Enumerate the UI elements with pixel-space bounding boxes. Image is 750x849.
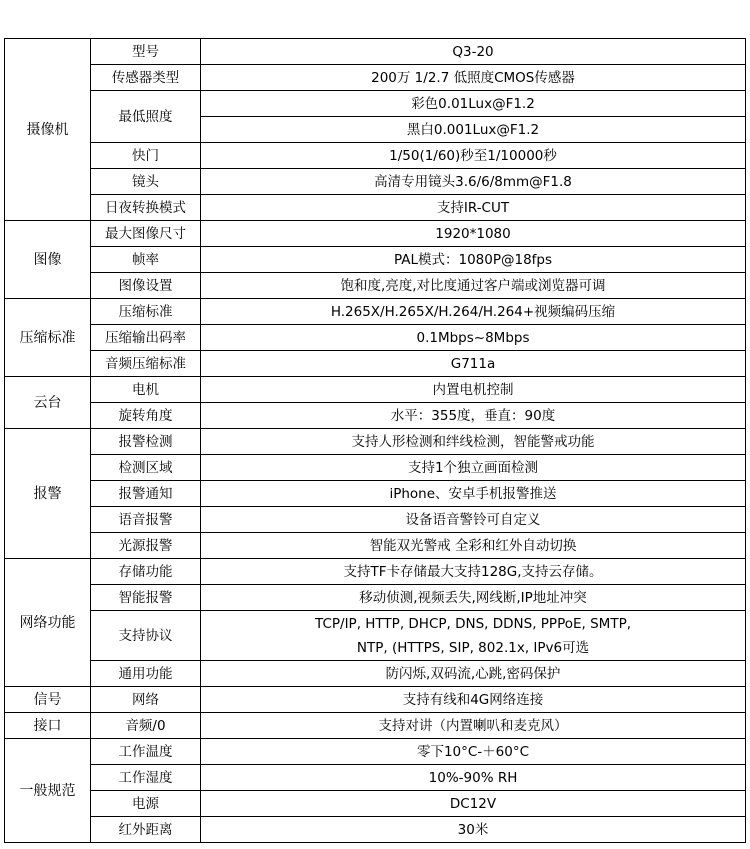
spec-row bbox=[5, 325, 746, 351]
spec-value: H.265X/H.265X/H.264/H.264+视频编码压缩 bbox=[201, 299, 746, 325]
spec-row bbox=[5, 299, 746, 325]
spec-value: G711a bbox=[201, 351, 746, 377]
spec-label: 最大图像尺寸 bbox=[91, 221, 201, 247]
category-cell: 信号 bbox=[5, 687, 91, 713]
spec-label: 通用功能 bbox=[91, 661, 201, 687]
spec-value: 支持有线和4G网络连接 bbox=[201, 687, 746, 713]
spec-row bbox=[5, 739, 746, 765]
spec-label: 报警检测 bbox=[91, 429, 201, 455]
spec-label: 压缩标准 bbox=[91, 299, 201, 325]
spec-value: DC12V bbox=[201, 791, 746, 817]
spec-label: 帧率 bbox=[91, 247, 201, 273]
spec-row bbox=[5, 455, 746, 481]
spec-label: 快门 bbox=[91, 143, 201, 169]
spec-label: 最低照度 bbox=[91, 91, 201, 143]
spec-row bbox=[5, 687, 746, 713]
category-cell: 网络功能 bbox=[5, 559, 91, 687]
spec-value: 10%-90% RH bbox=[201, 765, 746, 791]
spec-value: PAL模式：1080P@18fps bbox=[201, 247, 746, 273]
spec-value: 1920*1080 bbox=[201, 221, 746, 247]
category-cell: 压缩标准 bbox=[5, 299, 91, 377]
spec-row bbox=[5, 507, 746, 533]
spec-label: 智能报警 bbox=[91, 585, 201, 611]
spec-label: 支持协议 bbox=[91, 611, 201, 661]
spec-label: 图像设置 bbox=[91, 273, 201, 299]
spec-row bbox=[5, 169, 746, 195]
spec-row bbox=[5, 661, 746, 687]
spec-row bbox=[5, 791, 746, 817]
top-whitespace bbox=[0, 0, 750, 38]
spec-row bbox=[5, 143, 746, 169]
spec-label: 日夜转换模式 bbox=[91, 195, 201, 221]
spec-value: 支持1个独立画面检测 bbox=[201, 455, 746, 481]
spec-label: 旋转角度 bbox=[91, 403, 201, 429]
spec-row bbox=[5, 765, 746, 791]
spec-value: 设备语音警铃可自定义 bbox=[201, 507, 746, 533]
spec-row bbox=[5, 377, 746, 403]
spec-label: 压缩输出码率 bbox=[91, 325, 201, 351]
spec-label: 网络 bbox=[91, 687, 201, 713]
spec-row bbox=[5, 39, 746, 65]
category-cell: 图像 bbox=[5, 221, 91, 299]
spec-label: 音频/0 bbox=[91, 713, 201, 739]
spec-label: 音频压缩标准 bbox=[91, 351, 201, 377]
spec-value-line: TCP/IP, HTTP, DHCP, DNS, DDNS, PPPoE, SMTP, bbox=[315, 615, 631, 632]
spec-value: 移动侦测,视频丢失,网线断,IP地址冲突 bbox=[201, 585, 746, 611]
spec-row bbox=[5, 481, 746, 507]
spec-value: Q3-20 bbox=[201, 39, 746, 65]
spec-value: 零下10°C-＋60°C bbox=[201, 739, 746, 765]
spec-row bbox=[5, 403, 746, 429]
spec-value: 0.1Mbps~8Mbps bbox=[201, 325, 746, 351]
spec-value: 200万 1/2.7 低照度CMOS传感器 bbox=[201, 65, 746, 91]
spec-row bbox=[5, 221, 746, 247]
spec-row bbox=[5, 91, 746, 117]
spec-row bbox=[5, 195, 746, 221]
spec-value: 水平：355度，垂直：90度 bbox=[201, 403, 746, 429]
category-cell: 云台 bbox=[5, 377, 91, 429]
spec-label: 电源 bbox=[91, 791, 201, 817]
spec-value: 1/50(1/60)秒至1/10000秒 bbox=[201, 143, 746, 169]
category-cell: 报警 bbox=[5, 429, 91, 559]
spec-value: 支持对讲（内置喇叭和麦克风） bbox=[201, 713, 746, 739]
spec-row bbox=[5, 713, 746, 739]
spec-label: 工作温度 bbox=[91, 739, 201, 765]
spec-row bbox=[5, 351, 746, 377]
spec-label: 光源报警 bbox=[91, 533, 201, 559]
spec-value bbox=[201, 611, 746, 661]
spec-label: 检测区域 bbox=[91, 455, 201, 481]
spec-row bbox=[5, 559, 746, 585]
spec-label: 语音报警 bbox=[91, 507, 201, 533]
spec-value: 支持人形检测和绊线检测，智能警戒功能 bbox=[201, 429, 746, 455]
spec-value: 支持IR-CUT bbox=[201, 195, 746, 221]
spec-row bbox=[5, 611, 746, 661]
spec-label: 存储功能 bbox=[91, 559, 201, 585]
category-cell: 摄像机 bbox=[5, 39, 91, 221]
spec-value: 高清专用镜头3.6/6/8mm@F1.8 bbox=[201, 169, 746, 195]
spec-value: 饱和度,亮度,对比度通过客户端或浏览器可调 bbox=[201, 273, 746, 299]
spec-value: iPhone、安卓手机报警推送 bbox=[201, 481, 746, 507]
spec-value: 智能双光警戒 全彩和红外自动切换 bbox=[201, 533, 746, 559]
spec-value: 30米 bbox=[201, 817, 746, 843]
spec-value: 内置电机控制 bbox=[201, 377, 746, 403]
spec-label: 型号 bbox=[91, 39, 201, 65]
spec-row bbox=[5, 247, 746, 273]
spec-table bbox=[4, 38, 746, 843]
spec-label: 电机 bbox=[91, 377, 201, 403]
spec-row bbox=[5, 65, 746, 91]
spec-value: 彩色0.01Lux@F1.2 bbox=[201, 91, 746, 117]
spec-row bbox=[5, 429, 746, 455]
spec-row bbox=[5, 817, 746, 843]
spec-label: 传感器类型 bbox=[91, 65, 201, 91]
spec-row bbox=[5, 273, 746, 299]
spec-row bbox=[5, 533, 746, 559]
spec-label: 红外距离 bbox=[91, 817, 201, 843]
spec-value: 防闪烁,双码流,心跳,密码保护 bbox=[201, 661, 746, 687]
spec-value: 黑白0.001Lux@F1.2 bbox=[201, 117, 746, 143]
category-cell: 接口 bbox=[5, 713, 91, 739]
spec-table-body bbox=[5, 39, 746, 843]
spec-value-line: NTP, (HTTPS, SIP, 802.1x, IPv6可选 bbox=[356, 639, 590, 656]
spec-value: 支持TF卡存储最大支持128G,支持云存储。 bbox=[201, 559, 746, 585]
spec-label: 镜头 bbox=[91, 169, 201, 195]
category-cell: 一般规范 bbox=[5, 739, 91, 843]
spec-label: 报警通知 bbox=[91, 481, 201, 507]
spec-row bbox=[5, 585, 746, 611]
spec-label: 工作湿度 bbox=[91, 765, 201, 791]
